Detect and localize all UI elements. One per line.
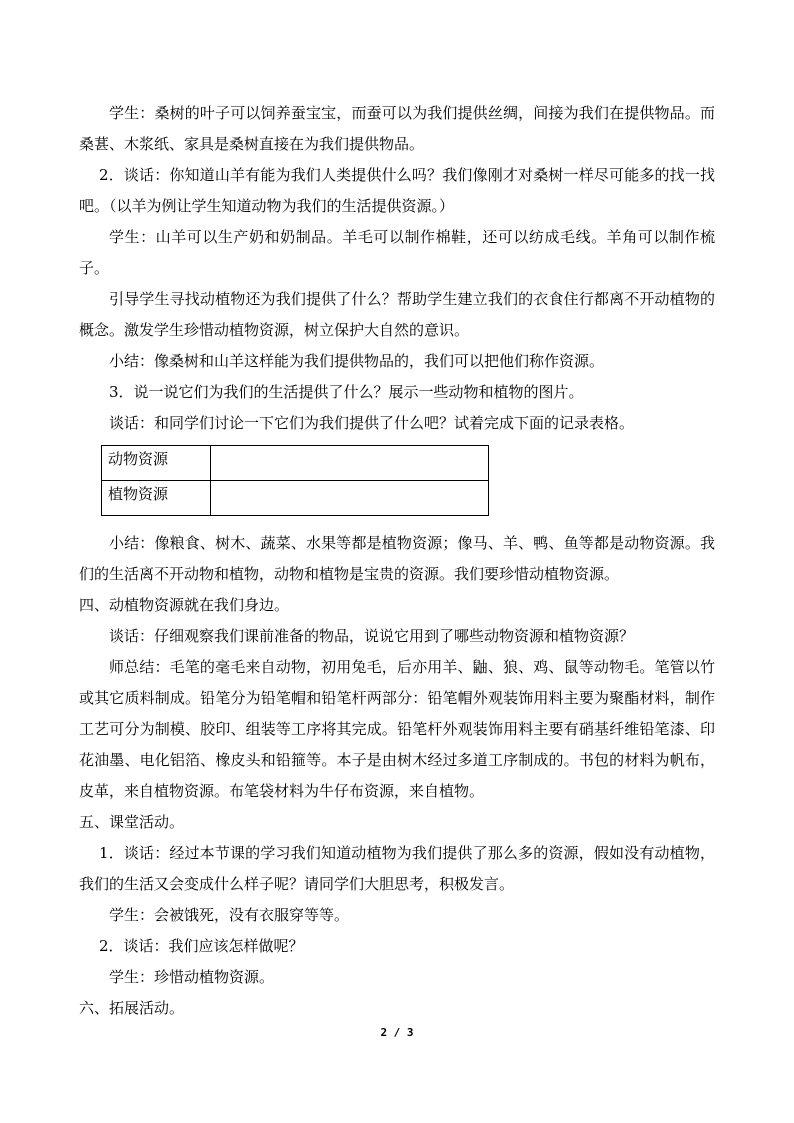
paragraph-discuss-table: 谈话：和同学们讨论一下它们为我们提供了什么吧？试着完成下面的记录表格。 <box>109 414 635 432</box>
table-cell-label: 植物资源 <box>102 481 211 516</box>
document-body <box>79 98 715 1024</box>
table-cell-value <box>211 446 489 481</box>
table-row <box>102 446 489 481</box>
paragraph-show-pictures: 3．说一说它们为我们的生活提供了什么？展示一些动物和植物的图片。 <box>109 383 584 401</box>
section-heading-four: 四、动植物资源就在我们身边。 <box>79 596 290 614</box>
paragraph-student-answer-2: 学生：珍惜动植物资源。 <box>109 968 275 986</box>
paragraph-guide-students: 引导学生寻找动植物还为我们提供了什么？帮助学生建立我们的衣食住行都离不开动植物的概念。激发学生珍惜动植物资源，树立保护大自然的意识。 <box>79 290 715 339</box>
paragraph-summary-plants-animals: 小结：像粮食、树木、蔬菜、水果等都是植物资源；像马、羊、鸭、鱼等都是动物资源。我们的生活离不开动物和植物，动物和植物是宝贵的资源。我们要珍惜动植物资源。 <box>79 534 715 583</box>
section-heading-five: 五、课堂活动。 <box>79 813 185 831</box>
paragraph-student-goat: 学生：山羊可以生产奶和奶制品。羊毛可以制作棉鞋，还可以纺成毛线。羊角可以制作梳子。 <box>79 228 715 277</box>
paragraph-talk-goat: 2．谈话：你知道山羊有能为我们人类提供什么吗？我们像刚才对桑树一样尽可能多的找一找吧。（以羊为例让学生知道动物为我们的生活提供资源。） <box>79 166 715 215</box>
paragraph-talk-no-resources: 1．谈话：经过本节课的学习我们知道动植物为我们提供了那么多的资源，假如没有动植物，我们的生活又会变成什么样子呢？请同学们大胆思考，积极发言。 <box>79 844 715 893</box>
paragraph-student-mulberry: 学生：桑树的叶子可以饲养蚕宝宝，而蚕可以为我们提供丝绸，间接为我们在提供物品。而桑葚、木浆纸、家具是桑树直接在为我们提供物品。 <box>79 104 715 153</box>
paragraph-talk-what-to-do: 2．谈话：我们应该怎样做呢？ <box>99 937 304 955</box>
paragraph-student-answer-1: 学生：会被饿死，没有衣服穿等等。 <box>109 906 350 924</box>
paragraph-summary-resources: 小结：像桑树和山羊这样能为我们提供物品的，我们可以把他们称作资源。 <box>109 352 605 370</box>
paragraph-teacher-summary: 师总结：毛笔的毫毛来自动物，初用兔毛，后亦用羊、鼬、狼、鸡、鼠等动物毛。笔管以竹或其它质料制成。铅笔分为铅笔帽和铅笔杆两部分：铅笔帽外观装饰用料主要为聚酯材料，制作工艺可分为制模、胶印、组装等工序将其完成。铅笔杆外观装饰用料主要有硝基纤维铅笔漆、印花油墨、电化铝箔、橡皮头和铅箍等。本子是由树木经过多道工序制成的。书包的材料为帆布，皮革，来自植物资源。布笔袋材料为牛仔布资源，来自植物。 <box>79 658 715 800</box>
record-table <box>101 445 489 516</box>
page-number: 2 / 3 <box>380 1026 414 1039</box>
table-cell-value <box>211 481 489 516</box>
table-row <box>102 481 489 516</box>
section-heading-six: 六、拓展活动。 <box>79 999 185 1017</box>
table-cell-label: 动物资源 <box>102 446 211 481</box>
paragraph-observe-items: 谈话：仔细观察我们课前准备的物品，说说它用到了哪些动物资源和植物资源？ <box>109 627 635 645</box>
